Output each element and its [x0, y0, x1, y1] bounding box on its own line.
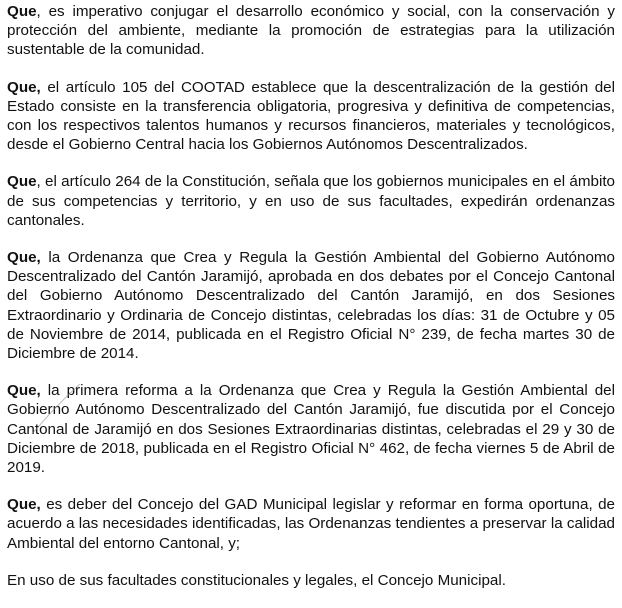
- paragraph-text: la primera reforma a la Ordenanza que Crea y Regula la Gestión Ambiental del Gobierno Autónomo Descentralizado del Cantón Jaramijó, fue discutida por el Concejo Cantonal de Jaramijó en dos Sesiones Extraordinarias distintas, celebradas el 29 y 30 de Diciembre de 2018, publicada en el Registro Oficial N° 462, de fecha viernes 5 de Abril de 2019.: [7, 382, 615, 477]
- paragraph-lead: Que,: [7, 78, 41, 96]
- paragraph-lead: Que: [7, 3, 37, 20]
- paragraph-text: el artículo 105 del COOTAD establece que la descentralización de la gestión del Estado consiste en la transferencia obligatoria, progresiva y definitiva de competencias, con los respectivos talentos humanos y recursos financieros, materiales y tecnológicos, desde el Gobierno Central hacia los Gobiernos Autónomos Descentralizados.: [7, 78, 615, 154]
- paragraph-lead: Que,: [7, 382, 41, 400]
- paragraph-lead: Que: [7, 173, 37, 191]
- paragraph-lead: Que,: [7, 496, 41, 514]
- paragraph-3: [7, 172, 615, 230]
- paragraph-2: [7, 78, 615, 155]
- paragraph-6: [7, 495, 615, 553]
- paragraph-text: la Ordenanza que Crea y Regula la Gestión Ambiental del Gobierno Autónomo Descentralizado del Cantón Jaramijó, aprobada en dos debates por el Concejo Cantonal del Gobierno Autónomo Descentralizado del Cantón Jaramijó, en dos Sesiones Extraordinario y Ordinaria de Concejo distintas, celebradas los días: 31 de Octubre y 05 de Noviembre de 2014, publicada en el Registro Oficial N° 239, de fecha martes 30 de Diciembre de 2014.: [7, 249, 615, 363]
- paragraph-text: , es imperativo conjugar el desarrollo económico y social, con la conservación y protección del ambiente, mediante la promoción de estrategias para la utilización sustentable de la comunidad.: [7, 3, 615, 59]
- paragraph-4: [7, 248, 615, 363]
- document-body: [7, 2, 615, 608]
- paragraph-text: , el artículo 264 de la Constitución, señala que los gobiernos municipales en el ámbito de sus competencias y territorio, y en uso de sus facultades, expedirán ordenanzas cantonales.: [7, 173, 615, 229]
- paragraph-1: [7, 2, 615, 60]
- paragraph-lead: Que,: [7, 249, 41, 267]
- paragraph-5: [7, 381, 615, 477]
- closing-paragraph: En uso de sus facultades constitucionales y legales, el Concejo Municipal.: [7, 571, 506, 589]
- paragraph-text: es deber del Concejo del GAD Municipal legislar y reformar en forma oportuna, de acuerdo a las necesidades identificadas, las Ordenanzas tendientes a preservar la calidad Ambiental del entorno Cantonal, y;: [7, 496, 615, 552]
